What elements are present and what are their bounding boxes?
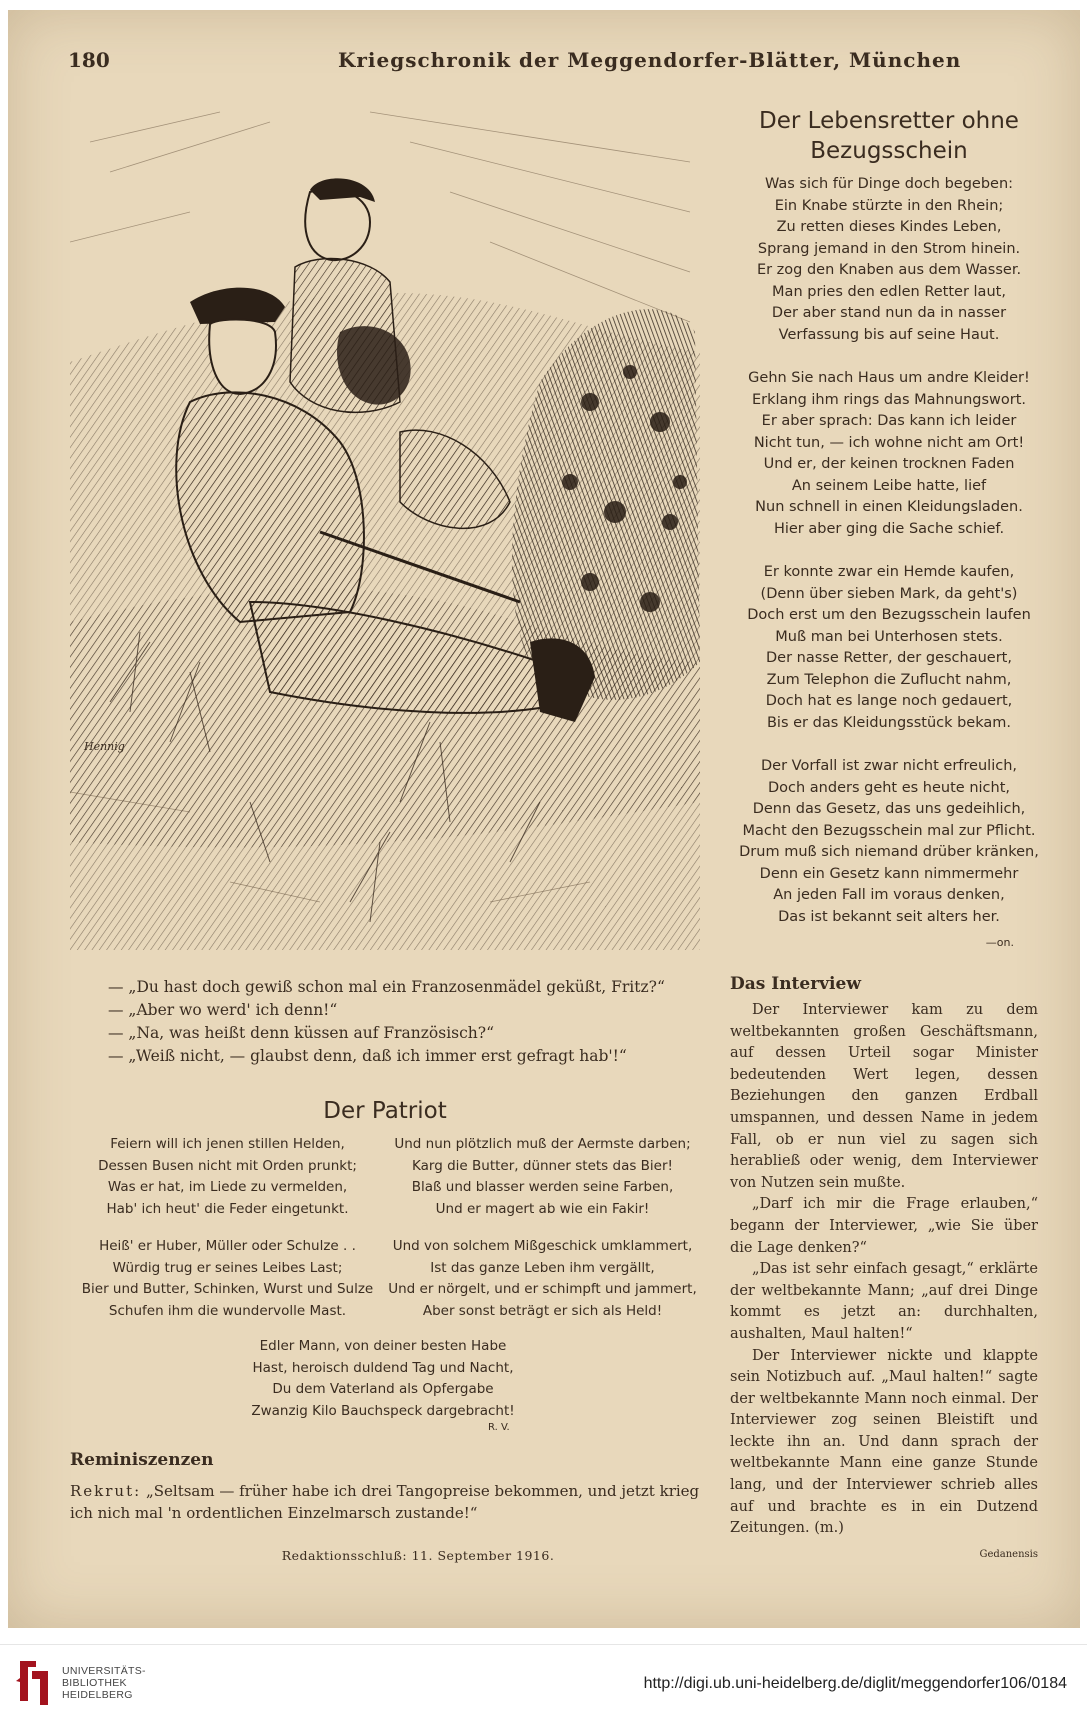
poem-signature: —on. [985,936,1014,949]
editorial-deadline: Redaktionsschluß: 11. September 1916. [281,1548,555,1563]
scanned-page [8,10,1080,1628]
reminiszenzen-title: Reminiszenzen [70,1450,214,1470]
verse-line: Und nun plötzlich muß der Aermste darben; [394,1136,691,1152]
verse-line: Doch hat es lange noch gedauert, [765,693,1013,709]
speaker-label: Rekrut: [70,1482,142,1500]
ub-heidelberg-logo-icon[interactable] [14,1657,54,1709]
verse-line: Zu retten dieses Kindes Leben, [776,219,1002,235]
dialogue-line: — „Weiß nicht, — glaubst denn, daß ich immer erst gefragt hab'!“ [108,1047,627,1065]
verse-line: Was sich für Dinge doch begeben: [764,176,1014,192]
caption-dialogue [108,976,688,1068]
verse-line: Feiern will ich jenen stillen Helden, [110,1136,345,1152]
verse-line: Muß man bei Unterhosen stets. [775,628,1003,645]
verse-line: Karg die Butter, dünner stets das Bier! [412,1157,673,1174]
verse-line: Würdig trug er seines Leibes Last; [112,1259,343,1276]
verse-line: Heiß' er Huber, Müller oder Schulze . . [99,1238,356,1254]
verse-line: An seinem Leibe hatte, lief [791,477,987,494]
source-url-link[interactable]: http://digi.ub.uni-heidelberg.de/diglit/meggendorfer106/0184 [643,1675,1067,1692]
verse-line: Das ist bekannt seit alters her. [778,908,1000,925]
verse-line: Was er hat, im Liede zu vermelden, [107,1179,348,1195]
dialogue-line: — „Aber wo werd' ich denn!“ [108,1001,338,1019]
stanza [724,756,1054,928]
verse-line: Nicht tun, — ich wohne nicht am Ort! [753,434,1025,451]
stanza [70,1236,385,1322]
artist-signature: Hennig [84,740,125,753]
verse-line: Ein Knabe stürzte in den Rhein; [774,197,1004,214]
poem-patriot-left-column [70,1134,385,1338]
verse-line: Erklang ihm rings das Mahnungswort. [751,391,1027,408]
verse-line: Du dem Vaterland als Opfergabe [272,1381,494,1397]
verse-line: Er zog den Knaben aus dem Wasser. [756,262,1022,278]
verse-line: Hast, heroisch duldend Tag und Nacht, [252,1359,514,1376]
stanza [724,368,1054,540]
verse-line: Verfassung bis auf seine Haut. [778,326,1000,343]
verse-line: Zwanzig Kilo Bauchspeck dargebracht! [251,1402,515,1419]
verse-line: Schufen ihm die wundervolle Mast. [108,1302,347,1319]
poem-patriot-right-column [385,1134,700,1338]
verse-line: Er aber sprach: Das kann ich leider [761,413,1017,429]
interview-signature: Gedanensis [979,1548,1038,1560]
page-header [68,48,1028,78]
interview-paragraph: Der Interviewer kam zu dem weltbekannten großen Geschäftsmann, auf dessen Urteil sogar Minister bedeutenden Wert legen, dessen Beziehungen den ganzen Erdball umspannen, und dessen Name in jedem Fall, ob er nun viel zu sagen sich herabließ oder wenig, dem Interviewer von Nutzen sein mußte. [730,1002,1038,1191]
stanza [724,174,1054,346]
viewer-footer-bar [0,1644,1087,1725]
stanza [385,1236,700,1322]
institution-name: UNIVERSITÄTS- BIBLIOTHEK HEIDELBERG [62,1665,146,1701]
verse-line: Hab' ich heut' die Feder eingetunkt. [106,1200,349,1217]
verse-line: Doch erst um den Bezugsschein laufen [747,607,1031,623]
verse-line: Dessen Busen nicht mit Orden prunkt; [98,1157,357,1174]
verse-line: Und er magert ab wie ein Fakir! [435,1200,650,1217]
stanza [70,1134,385,1220]
interview-title: Das Interview [730,974,861,994]
stanza [724,562,1054,734]
reminiszenzen-quote: „Seltsam — früher habe ich drei Tangopreise bekommen, und jetzt krieg ich nich mal 'n ordentlichen Einzelmarsch zustande!“ [70,1482,700,1522]
verse-line: Der aber stand nun da in nasser [771,305,1007,321]
verse-line: Hier aber ging die Sache schief. [773,520,1005,537]
verse-line: Und von solchem Mißgeschick umklammert, [392,1238,693,1254]
verse-line: Zum Telephon die Zuflucht nahm, [766,671,1012,688]
verse-line: Bier und Butter, Schinken, Wurst und Sulze [81,1281,374,1297]
verse-line: Ist das ganze Leben ihm vergällt, [430,1259,655,1276]
verse-line: An jeden Fall im voraus denken, [773,887,1005,903]
interview-paragraph: Der Interviewer nickte und klappte sein Notizbuch auf. „Maul halten!“ sagte der weltbekannte Mann noch einmal. Der Interviewer zog seinen Bleistift und leckte ihn an. Und dann sprach der weltbekannte Mann eine ganze Stunde lang, und der Interviewer schrieb alles auf und brachte es in ein Dutzend Zeitungen. (m.) [730,1347,1038,1537]
verse-line: Gehn Sie nach Haus um andre Kleider! [748,370,1030,386]
verse-line: (Denn über sieben Mark, da geht's) [760,585,1018,602]
interview-article [730,1000,1038,1565]
verse-line: Man pries den edlen Retter laut, [772,283,1006,300]
verse-line: Denn ein Gesetz kann nimmermehr [759,865,1019,882]
verse-line: Macht den Bezugsschein mal zur Pflicht. [742,822,1036,839]
verse-line: Er konnte zwar ein Hemde kaufen, [763,564,1015,580]
poem-lebensretter-title: Der Lebensretter ohne Bezugsschein [759,108,1019,164]
verse-line: Doch anders geht es heute nicht, [767,779,1011,796]
stanza [385,1134,700,1220]
verse-line: Drum muß sich niemand drüber kränken, [739,844,1039,860]
verse-line: Blaß und blasser werden seine Farben, [411,1179,674,1195]
verse-line: Der Vorfall ist zwar nicht erfreulich, [761,758,1017,774]
page-number: 180 [68,48,110,72]
interview-paragraph: „Darf ich mir die Frage erlauben,“ begann der Interviewer, „wie Sie über die Lage denken?“ [730,1196,1038,1256]
verse-line: Sprang jemand in den Strom hinein. [757,240,1021,257]
verse-line: Bis er das Kleidungsstück bekam. [766,714,1011,731]
poem-patriot-title: Der Patriot [323,1098,447,1124]
verse-line: Aber sonst beträgt er sich als Held! [422,1302,663,1319]
verse-line: Edler Mann, von deiner besten Habe [259,1338,507,1354]
illustration-soldier-and-girls [70,102,700,950]
poem-patriot-signature: R. V. [488,1422,510,1433]
poem-patriot-final-stanza [208,1336,558,1422]
dialogue-line: — „Du hast doch gewiß schon mal ein Franzosenmädel geküßt, Fritz?“ [108,978,665,996]
reminiszenzen-text [70,1480,700,1524]
illustration-drawing [70,102,700,950]
verse-line: Der nasse Retter, der geschauert, [766,650,1012,666]
verse-line: Nun schnell in einen Kleidungsladen. [755,499,1023,515]
interview-paragraph: „Das ist sehr einfach gesagt,“ erklärte der weltbekannte Mann; „auf drei Dinge kommt es jetzt an: durchhalten, aushalten, Maul halten!“ [730,1261,1038,1342]
running-head: Kriegschronik der Meggendorfer-Blätter, München [338,48,962,72]
verse-line: Denn das Gesetz, das uns gedeihlich, [752,801,1026,817]
verse-line: Und er, der keinen trocknen Faden [763,456,1015,472]
dialogue-line: — „Na, was heißt denn küssen auf Französisch?“ [108,1024,495,1042]
poem-lebensretter [724,106,1054,949]
verse-line: Und er nörgelt, und er schimpft und jammert, [388,1281,697,1297]
